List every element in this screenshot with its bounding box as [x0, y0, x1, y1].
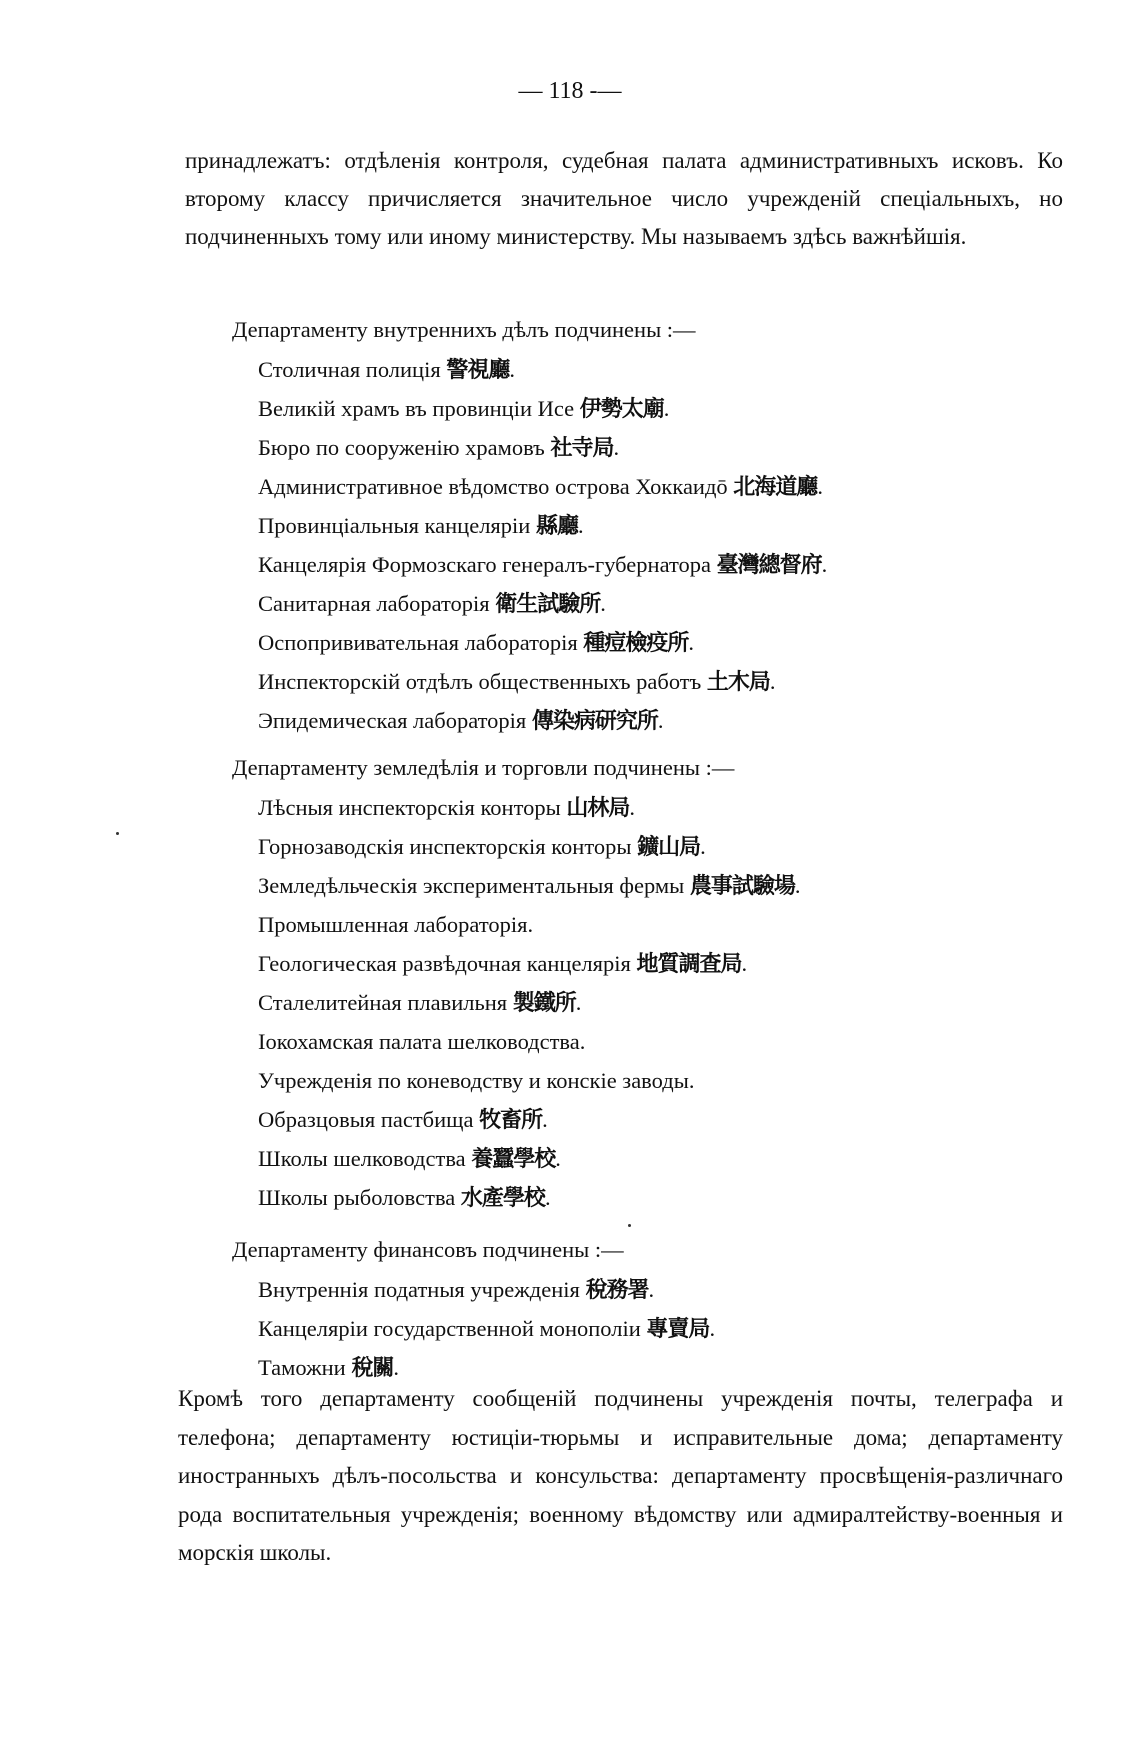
institution-item [258, 623, 1062, 662]
line-end-punctuation: . [769, 669, 776, 694]
line-end-punctuation: . [575, 990, 582, 1015]
institution-item [258, 701, 1062, 740]
institution-name: Провинціальныя канцеляріи [258, 513, 531, 538]
institution-item [258, 428, 1062, 467]
institution-japanese-name: 警視廳 [446, 358, 510, 383]
line-end-punctuation: . [509, 357, 515, 382]
institution-japanese-name: 種痘檢疫所 [583, 631, 689, 656]
line-end-punctuation: . [700, 834, 706, 859]
line-end-punctuation: . [629, 795, 636, 820]
institution-name: Таможни [258, 1355, 346, 1380]
scan-speck [116, 832, 119, 835]
institution-japanese-name: 臺灣總督府 [716, 553, 822, 578]
institution-item [258, 662, 1062, 701]
institution-japanese-name: 鑛山局 [637, 835, 701, 860]
institution-name: Школы шелководства [258, 1146, 466, 1171]
institution-name: Земледѣльческія экспериментальныя фермы [258, 873, 685, 898]
institution-name: Образцовыя пастбища [258, 1107, 474, 1132]
institution-item [258, 545, 1062, 584]
line-end-punctuation: . [544, 1185, 551, 1210]
institution-name: Оспопрививательная лабораторія [258, 630, 578, 655]
page-number: — 118 -— [518, 78, 622, 104]
institution-name: Инспекторскій отдѣлъ общественныхъ работъ [258, 669, 702, 694]
department-agriculture-commerce [232, 748, 1062, 1217]
institution-japanese-name: 北海道廳 [733, 475, 818, 500]
institution-japanese-name: 山林局 [566, 796, 630, 821]
institution-japanese-name: 縣廳 [535, 514, 578, 539]
institution-item [258, 389, 1062, 428]
institution-name: Канцелярія Формозскаго генералъ-губернатора [258, 552, 712, 577]
institution-japanese-name: 製鐵所 [512, 991, 576, 1016]
institution-japanese-name: 水產學校 [460, 1186, 545, 1211]
department-heading: Департаменту внутреннихъ дѣлъ подчинены :— [232, 317, 696, 342]
institution-japanese-name: 社寺局 [550, 436, 614, 461]
scan-speck [628, 1224, 631, 1227]
line-end-punctuation: . [688, 630, 695, 655]
line-end-punctuation: . [709, 1316, 716, 1341]
department-finance [232, 1230, 1062, 1387]
institution-item [258, 866, 1062, 905]
department-heading: Департаменту финансовъ подчинены :— [232, 1237, 624, 1262]
institution-japanese-name: 稅務署 [585, 1278, 649, 1303]
line-end-punctuation: . [542, 1107, 548, 1132]
line-end-punctuation: . [657, 708, 664, 733]
intro-paragraph: принадлежатъ: отдѣленія контроля, судебная палата административныхъ исковъ. Ко второму классу причисляется значительное число учрежденій спеціальныхъ, но подчиненныхъ тому или иному министерству. Мы называемъ здѣсь важнѣйшія. [185, 148, 1063, 249]
institution-name: Іокохамская палата шелководства. [258, 1029, 586, 1054]
institution-item [258, 1022, 1062, 1061]
closing-paragraph: Кромѣ того департаменту сообщеній подчинены учрежденія почты, телеграфа и телефона; департаменту юстиціи-тюрьмы и исправительные дома; департаменту иностранныхъ дѣлъ-посольства и консульства: департаменту просвѣщенія-различнаго рода воспитательныя учрежденія; военному вѣдомству или адмиралтейству-военныя и морскія школы. [178, 1386, 1063, 1565]
line-end-punctuation: . [555, 1146, 561, 1171]
institution-item [258, 350, 1062, 389]
institution-name: Внутреннія податныя учрежденія [258, 1277, 580, 1302]
line-end-punctuation: . [600, 591, 606, 616]
institution-item [258, 1139, 1062, 1178]
institution-name: Великій храмъ въ провинціи Исе [258, 396, 575, 421]
institution-name: Учрежденія по коневодству и конскіе заводы. [258, 1068, 695, 1093]
institution-item [258, 944, 1062, 983]
line-end-punctuation: . [663, 396, 670, 421]
line-end-punctuation: . [613, 435, 620, 460]
line-end-punctuation: . [393, 1355, 399, 1380]
institution-name: Геологическая развѣдочная канцелярія [258, 951, 631, 976]
institution-item [258, 827, 1062, 866]
institution-japanese-name: 養蠶學校 [471, 1147, 556, 1172]
institution-name: Промышленная лабораторія. [258, 912, 534, 937]
institution-item [258, 506, 1062, 545]
line-end-punctuation: . [821, 552, 828, 577]
department-internal-affairs [232, 310, 1062, 740]
line-end-punctuation: . [794, 873, 801, 898]
institution-japanese-name: 衛生試驗所 [495, 592, 601, 617]
institution-japanese-name: 稅關 [351, 1356, 394, 1381]
line-end-punctuation: . [648, 1277, 655, 1302]
department-heading: Департаменту земледѣлія и торговли подчинены :— [232, 755, 735, 780]
institution-item [258, 584, 1062, 623]
line-end-punctuation: . [817, 474, 823, 499]
institution-japanese-name: 專賣局 [646, 1317, 710, 1342]
institution-name: Сталелитейная плавильня [258, 990, 508, 1015]
institution-japanese-name: 牧畜所 [479, 1108, 543, 1133]
institution-japanese-name: 傳染病研究所 [531, 709, 658, 734]
institution-name: Школы рыболовства [258, 1185, 456, 1210]
institution-japanese-name: 地質調査局 [636, 952, 742, 977]
institution-name: Столичная полиція [258, 357, 441, 382]
line-end-punctuation: . [577, 513, 584, 538]
institution-name: Лѣсныя инспекторскія конторы [258, 795, 561, 820]
institution-name: Бюро по сооруженію храмовъ [258, 435, 545, 460]
institution-item [258, 1270, 1062, 1309]
institution-japanese-name: 伊勢太廟 [579, 397, 664, 422]
institution-item [258, 1309, 1062, 1348]
institution-item [258, 467, 1062, 506]
line-end-punctuation: . [741, 951, 748, 976]
institution-name: Санитарная лабораторія [258, 591, 490, 616]
institution-item [258, 1061, 1062, 1100]
institution-japanese-name: 土木局 [706, 670, 770, 695]
institution-name: Эпидемическая лабораторія [258, 708, 527, 733]
institution-japanese-name: 農事試驗場 [689, 874, 795, 899]
institution-item [258, 983, 1062, 1022]
institution-name: Канцеляріи государственной монополіи [258, 1316, 641, 1341]
institution-item [258, 905, 1062, 944]
institution-item [258, 1100, 1062, 1139]
institution-item [258, 788, 1062, 827]
institution-name: Горнозаводскія инспекторскія конторы [258, 834, 632, 859]
institution-item [258, 1178, 1062, 1217]
institution-name: Административное вѣдомство острова Хоккаидō [258, 474, 728, 499]
